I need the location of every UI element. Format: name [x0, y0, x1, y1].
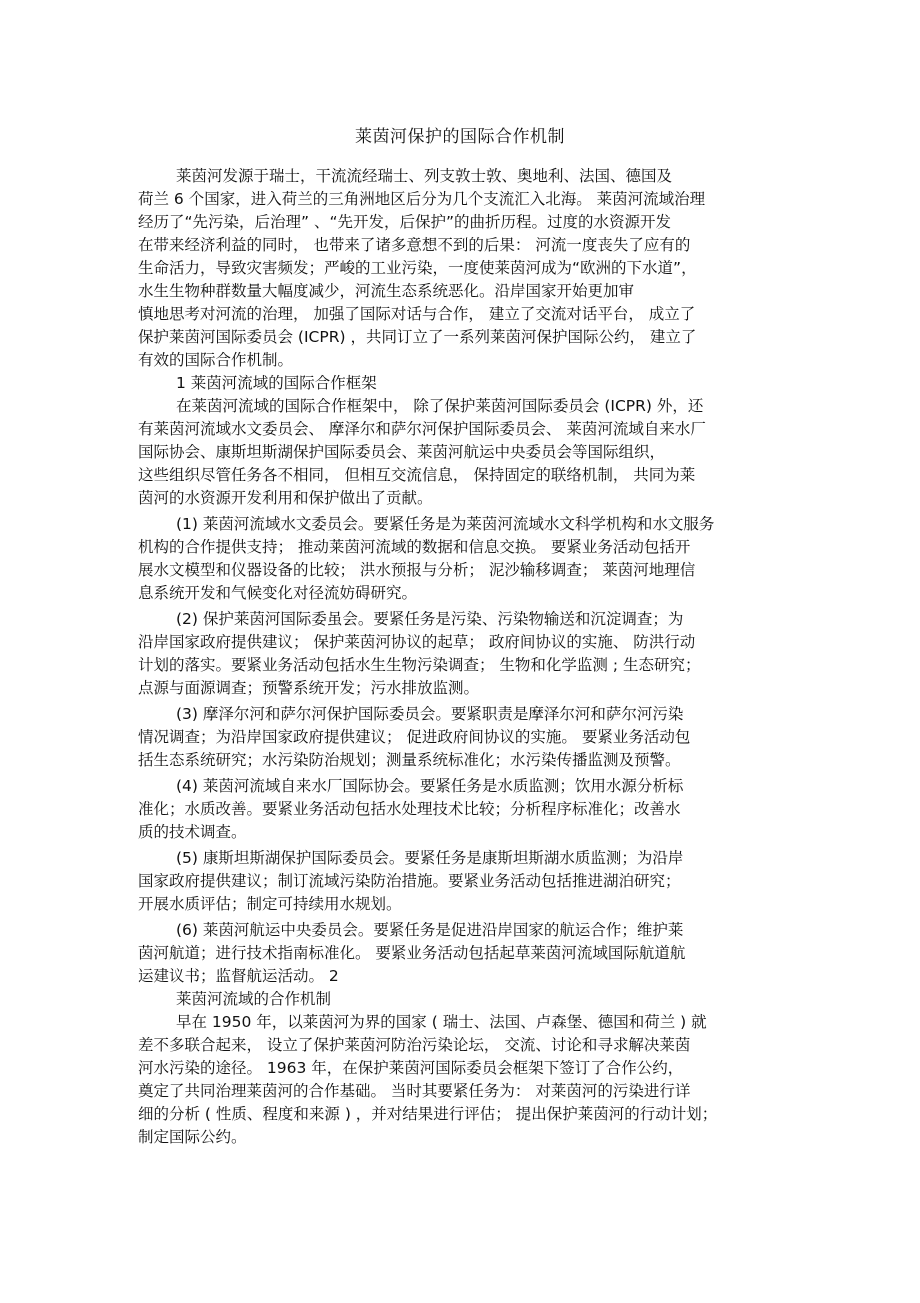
text-line: 经历了“先污染，后治理” 、“先开发，后保护”的曲折历程。过度的水资源开发: [138, 213, 672, 231]
text-line: 水生生物种群数量大幅度减少，河流生态系统恶化。沿岸国家开始更加审: [138, 282, 635, 300]
text-line: (5) 康斯坦斯湖保护国际委员会。要紧任务是康斯坦斯湖水质监测；为沿岸: [176, 849, 684, 867]
text-line: (3) 摩泽尔河和萨尔河保护国际委员会。要紧职责是摩泽尔河和萨尔河污染: [176, 705, 684, 723]
text-line: (4) 莱茵河流域自来水厂国际协会。要紧任务是水质监测；饮用水源分析标: [176, 777, 684, 795]
text-line: 沿岸国家政府提供建议； 保护莱茵河协议的起草； 政府间协议的实施、 防洪行动: [138, 633, 696, 651]
text-line: 在莱茵河流域的国际合作框架中， 除了保护莱茵河国际委员会 (ICPR) 外，还: [176, 397, 704, 415]
text-line: 息系统开发和气候变化对径流妨碍研究。: [138, 584, 418, 602]
text-line: 制定国际公约。: [138, 1128, 247, 1146]
section-heading: 莱茵河流域的合作机制: [176, 990, 332, 1008]
text-line: 质的技术调查。: [138, 823, 247, 841]
text-line: (6) 莱茵河航运中央委员会。要紧任务是促进沿岸国家的航运合作；维护莱: [176, 921, 684, 939]
text-line: 早在 1950 年，以莱茵河为界的国家 ( 瑞士、法国、卢森堡、德国和荷兰 ) 就: [176, 1013, 707, 1031]
text-line: 运建议书；监督航运活动。 2: [138, 967, 339, 985]
text-line: 差不多联合起来， 设立了保护莱茵河防治污染论坛， 交流、讨论和寻求解决莱茵: [138, 1036, 691, 1054]
text-line: 生命活力，导致灾害频发；严峻的工业污染，一度使莱茵河成为“欧洲的下水道”，: [138, 259, 697, 277]
text-line: 准化；水质改善。要紧业务活动包括水处理技术比较；分析程序标准化；改善水: [138, 800, 681, 818]
text-line: (1) 莱茵河流域水文委员会。要紧任务是为莱茵河流域水文科学机构和水文服务: [176, 515, 715, 533]
text-line: 莱茵河发源于瑞士，干流流经瑞士、列支敦士敦、奥地利、法国、德国及: [176, 167, 673, 185]
text-line: 河水污染的途径。 1963 年，在保护莱茵河国际委员会框架下签订了合作公约，: [138, 1059, 684, 1077]
text-line: 点源与面源调查；预警系统开发；污水排放监测。: [138, 679, 480, 697]
text-line: 情况调查；为沿岸国家政府提供建议； 促进政府间协议的实施。 要紧业务活动包: [138, 728, 691, 746]
text-line: (2) 保护莱茵河国际委虽会。要紧任务是污染、污染物输送和沉淀调查；为: [176, 610, 684, 628]
text-line: 展水文模型和仪器设备的比较； 洪水预报与分析； 泥沙输移调查； 莱茵河地理信: [138, 561, 696, 579]
section-heading: 1 莱茵河流域的国际合作框架: [176, 374, 377, 392]
page-title: 莱茵河保护的国际合作机制: [355, 127, 565, 147]
text-line: 国家政府提供建议；制订流域污染防治措施。要紧业务活动包括推进湖泊研究；: [138, 872, 681, 890]
text-line: 括生态系统研究；水污染防治规划；测量系统标准化；水污染传播监测及预警。: [138, 751, 681, 769]
text-line: 保护莱茵河国际委员会 (ICPR) ，共同订立了一系列莱茵河保护国际公约， 建立了: [138, 328, 697, 346]
text-line: 奠定了共同治理莱茵河的合作基础。 当时其要紧任务为： 对莱茵河的污染进行详: [138, 1082, 691, 1100]
text-line: 细的分析 ( 性质、程度和来源 ) ，并对结果进行评估； 提出保护莱茵河的行动计划；: [138, 1105, 718, 1123]
text-line: 茵河的水资源开发利用和保护做出了贡献。: [138, 489, 433, 507]
text-line: 有莱茵河流域水文委员会、 摩泽尔和萨尔河保护国际委员会、 莱茵河流域自来水厂: [138, 420, 706, 438]
text-line: 开展水质评估；制定可持续用水规划。: [138, 895, 402, 913]
text-line: 有效的国际合作机制。: [138, 351, 294, 369]
text-line: 荷兰 6 个国家，进入荷兰的三角洲地区后分为几个支流汇入北海。 莱茵河流域治理: [138, 190, 706, 208]
text-line: 茵河航道；进行技术指南标准化。 要紧业务活动包括起草莱茵河流域国际航道航: [138, 944, 686, 962]
text-line: 计划的落实。要紧业务活动包括水生生物污染调查； 生物和化学监测 ; 生态研究；: [138, 656, 701, 674]
text-line: 这些组织尽管任务各不相同， 但相互交流信息， 保持固定的联络机制， 共同为莱: [138, 466, 696, 484]
text-line: 机构的合作提供支持； 推动莱茵河流域的数据和信息交换。 要紧业务活动包括开: [138, 538, 691, 556]
text-line: 国际协会、康斯坦斯湖保护国际委员会、莱茵河航运中央委员会等国际组织，: [138, 443, 666, 461]
text-line: 慎地思考对河流的治理， 加强了国际对话与合作， 建立了交流对话平台， 成立了: [138, 305, 696, 323]
text-line: 在带来经济利益的同时， 也带来了诸多意想不到的后果： 河流一度丧失了应有的: [138, 236, 691, 254]
